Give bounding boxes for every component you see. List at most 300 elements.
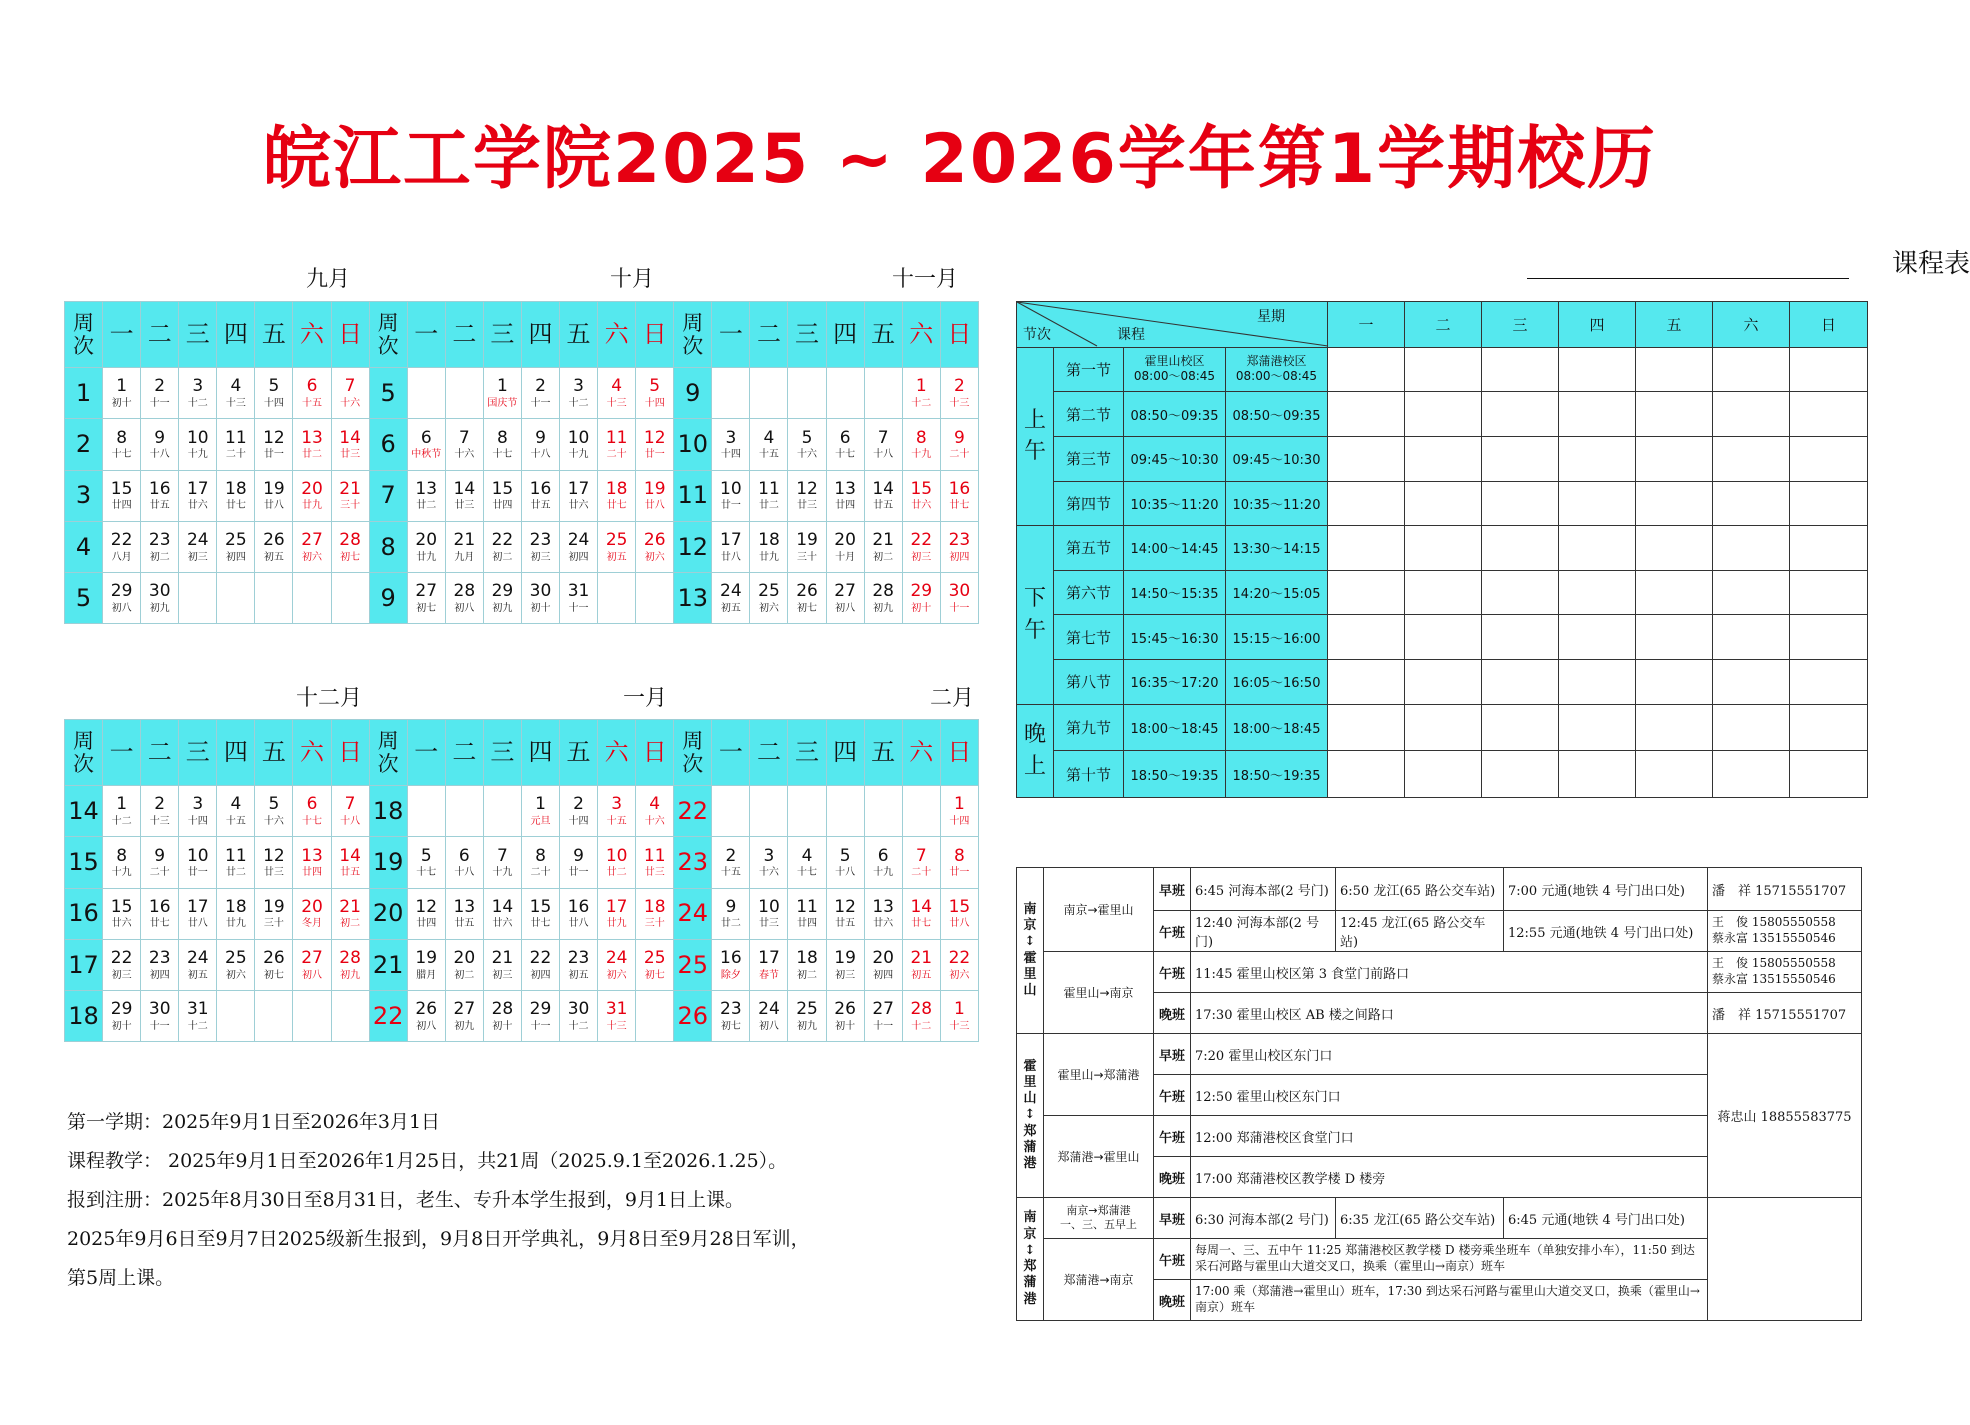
lunar-date: 初五 (187, 969, 208, 981)
day-number: 8 (496, 427, 508, 448)
lunar-date: 廿一 (568, 867, 589, 879)
lunar-date: 廿九 (302, 500, 322, 512)
day-cell (598, 368, 636, 419)
week-number: 12 (674, 521, 712, 572)
course-slot[interactable] (1559, 704, 1636, 751)
course-slot[interactable] (1713, 660, 1790, 705)
stop-time: 12:45 龙江(65 路公交车站) (1336, 911, 1504, 952)
period-time: 18:50～19:35 (1124, 751, 1226, 798)
day-number: 19 (643, 478, 666, 499)
stop-time: 6:45 元通(地铁 4 号门出口处) (1504, 1198, 1708, 1239)
day-number: 18 (225, 478, 247, 499)
lunar-date: 十五 (302, 398, 322, 410)
day-number: 1 (116, 794, 128, 815)
empty-day (864, 786, 902, 837)
day-cell (750, 837, 788, 888)
lunar-date: 初六 (758, 602, 779, 614)
day-number: 4 (801, 845, 813, 866)
course-slot[interactable] (1482, 392, 1559, 437)
course-slot[interactable] (1405, 704, 1482, 751)
day-cell (103, 786, 141, 837)
period-time: 15:15～16:00 (1226, 615, 1328, 660)
lunar-date: 初五 (568, 969, 589, 981)
day-number: 12 (796, 478, 818, 499)
corner-period-label: 节次 (1023, 327, 1051, 344)
weekday-header: 二 (141, 720, 179, 786)
day-cell (293, 888, 331, 939)
day-number: 24 (186, 947, 209, 968)
lunar-date: 初三 (492, 969, 513, 981)
day-number: 14 (453, 478, 476, 499)
day-cell (598, 990, 636, 1041)
day-cell (750, 939, 788, 990)
course-slot[interactable] (1482, 660, 1559, 705)
lunar-date: 十七 (797, 867, 818, 879)
course-slot[interactable] (1482, 615, 1559, 660)
lunar-date: 初四 (225, 551, 246, 563)
lunar-date: 廿四 (835, 500, 856, 512)
day-number: 9 (953, 427, 965, 448)
day-cell (902, 470, 940, 521)
day-cell (826, 939, 864, 990)
weekday-header: 一 (1328, 302, 1405, 348)
lunar-date: 初二 (873, 551, 894, 563)
lunar-date: 十六 (454, 449, 475, 461)
course-slot[interactable] (1636, 347, 1713, 392)
day-cell (598, 888, 636, 939)
day-cell (445, 419, 483, 470)
course-slot[interactable] (1328, 751, 1405, 798)
day-number: 22 (529, 947, 552, 968)
day-number: 30 (567, 999, 590, 1020)
course-slot[interactable] (1405, 660, 1482, 705)
course-slot[interactable] (1636, 481, 1713, 526)
lunar-date: 十四 (187, 816, 208, 828)
stop-time: 11:45 霍里山校区第 3 食堂门前路口 (1191, 952, 1708, 993)
day-cell (255, 419, 293, 470)
calendar-table-sep-nov (64, 301, 979, 624)
lunar-date: 廿七 (530, 918, 551, 930)
course-slot[interactable] (1482, 347, 1559, 392)
day-cell (864, 470, 902, 521)
period-time: 16:05～16:50 (1226, 660, 1328, 705)
day-number: 3 (611, 794, 623, 815)
course-slot[interactable] (1559, 570, 1636, 615)
day-number: 28 (339, 947, 361, 968)
course-slot[interactable] (1559, 481, 1636, 526)
day-cell (255, 939, 293, 990)
course-slot[interactable] (1636, 751, 1713, 798)
course-slot[interactable] (1328, 526, 1405, 571)
day-number: 29 (529, 999, 552, 1020)
day-cell (826, 572, 864, 623)
day-cell (826, 470, 864, 521)
day-cell (103, 837, 141, 888)
day-number: 19 (263, 478, 285, 499)
course-slot[interactable] (1790, 615, 1868, 660)
course-slot[interactable] (1328, 615, 1405, 660)
day-number: 29 (910, 581, 933, 602)
lunar-date: 三十 (644, 918, 665, 930)
day-number: 21 (910, 947, 933, 968)
month-label: 十二月 (296, 686, 363, 711)
day-cell (331, 470, 369, 521)
course-slot[interactable] (1482, 704, 1559, 751)
course-slot[interactable] (1790, 751, 1868, 798)
course-slot[interactable] (1405, 570, 1482, 615)
day-number: 6 (420, 427, 432, 448)
course-slot[interactable] (1559, 660, 1636, 705)
day-number: 3 (725, 427, 737, 448)
empty-day (255, 572, 293, 623)
day-cell (179, 888, 217, 939)
course-slot[interactable] (1405, 615, 1482, 660)
day-number: 4 (230, 376, 242, 397)
week-number-header: 周 次 (674, 720, 712, 786)
course-slot[interactable] (1636, 615, 1713, 660)
course-slot[interactable] (1559, 392, 1636, 437)
lunar-date: 十三 (606, 1020, 627, 1032)
lunar-date: 初七 (416, 602, 437, 614)
lunar-date: 十八 (340, 816, 361, 828)
lunar-date: 十四 (644, 398, 665, 410)
day-cell (483, 888, 521, 939)
stop-time: 每周一、三、五中午 11:25 郑蒲港校区教学楼 D 楼旁乘坐班车（单独安排小车），11:50 到达采石河路与霍里山大道交叉口，换乘（霍里山→南京）班车 (1191, 1239, 1708, 1280)
course-slot[interactable] (1482, 751, 1559, 798)
course-slot[interactable] (1636, 570, 1713, 615)
day-cell (141, 470, 179, 521)
lunar-date: 廿五 (149, 500, 170, 512)
week-number: 15 (65, 837, 103, 888)
day-number: 12 (643, 427, 666, 448)
period-time: 09:45～10:30 (1124, 436, 1226, 481)
lunar-date: 十四 (720, 449, 741, 461)
lunar-date: 廿二 (758, 500, 779, 512)
day-number: 3 (192, 376, 204, 397)
day-cell (103, 470, 141, 521)
day-cell (750, 888, 788, 939)
day-number: 9 (154, 427, 166, 448)
period-time: 18:00～18:45 (1226, 704, 1328, 751)
day-cell (141, 521, 179, 572)
lunar-date: 初九 (340, 969, 361, 981)
day-cell (217, 368, 255, 419)
empty-day (445, 786, 483, 837)
weekday-header: 三 (483, 302, 521, 368)
lunar-date: 廿八 (720, 551, 741, 563)
day-cell (103, 419, 141, 470)
period-label: 第三节 (1054, 436, 1124, 481)
day-cell (598, 939, 636, 990)
lunar-date: 初八 (454, 602, 475, 614)
course-slot[interactable] (1559, 615, 1636, 660)
day-cell (217, 419, 255, 470)
lunar-date: 廿九 (606, 918, 627, 930)
stop-time: 12:40 河海本部(2 号门) (1191, 911, 1336, 952)
weekday-header: 日 (636, 302, 674, 368)
day-cell (255, 786, 293, 837)
day-number: 5 (268, 376, 280, 397)
course-slot[interactable] (1790, 526, 1868, 571)
day-cell (598, 786, 636, 837)
course-slot[interactable] (1713, 392, 1790, 437)
stop-time: 17:30 霍里山校区 AB 楼之间路口 (1191, 993, 1708, 1034)
day-cell (217, 521, 255, 572)
course-slot[interactable] (1328, 704, 1405, 751)
stop-time: 12:00 郑蒲港校区食堂门口 (1191, 1116, 1708, 1157)
day-number: 19 (834, 947, 856, 968)
day-cell (483, 572, 521, 623)
day-number: 31 (186, 999, 209, 1020)
course-slot[interactable] (1328, 436, 1405, 481)
course-slot[interactable] (1559, 526, 1636, 571)
week-number: 26 (674, 990, 712, 1041)
day-number: 3 (763, 845, 775, 866)
period-time: 13:30～14:15 (1226, 526, 1328, 571)
day-cell (712, 837, 750, 888)
day-number: 21 (872, 529, 894, 550)
lunar-date: 十八 (873, 449, 894, 461)
course-slot[interactable] (1790, 392, 1868, 437)
lunar-date: 初十 (835, 1020, 856, 1032)
empty-day (636, 990, 674, 1041)
lunar-date: 春节 (758, 969, 779, 981)
day-number: 22 (948, 947, 971, 968)
course-slot[interactable] (1636, 392, 1713, 437)
lunar-date: 廿三 (454, 500, 475, 512)
day-number: 2 (953, 376, 965, 397)
day-number: 17 (567, 478, 590, 499)
lunar-date: 三十 (797, 551, 818, 563)
lunar-date: 十七 (416, 867, 437, 879)
day-number: 26 (415, 999, 438, 1020)
lunar-date: 廿五 (530, 500, 551, 512)
day-cell (560, 419, 598, 470)
day-cell (940, 990, 978, 1041)
day-number: 1 (116, 376, 128, 397)
lunar-date: 十九 (873, 867, 894, 879)
course-slot[interactable] (1482, 526, 1559, 571)
day-number: 26 (796, 581, 818, 602)
day-cell (902, 939, 940, 990)
lunar-date: 初八 (111, 602, 132, 614)
lunar-date: 十一 (149, 398, 170, 410)
day-number: 12 (263, 845, 285, 866)
course-slot[interactable] (1328, 347, 1405, 392)
course-slot[interactable] (1713, 347, 1790, 392)
lunar-date: 初九 (797, 1020, 818, 1032)
course-slot[interactable] (1482, 436, 1559, 481)
day-number: 7 (458, 427, 470, 448)
day-number: 15 (910, 478, 933, 499)
course-slot[interactable] (1482, 570, 1559, 615)
lunar-date: 廿六 (911, 500, 932, 512)
day-number: 21 (339, 896, 361, 917)
lunar-date: 初二 (492, 551, 513, 563)
course-slot[interactable] (1790, 347, 1868, 392)
day-number: 3 (573, 376, 584, 397)
course-slot[interactable] (1790, 436, 1868, 481)
course-slot[interactable] (1328, 392, 1405, 437)
course-slot[interactable] (1405, 751, 1482, 798)
lunar-date: 廿七 (149, 918, 170, 930)
day-cell (750, 419, 788, 470)
lunar-date: 十八 (149, 449, 170, 461)
day-cell (445, 990, 483, 1041)
shift-label: 早班 (1154, 868, 1191, 911)
period-label: 第二节 (1054, 392, 1124, 437)
day-number: 25 (225, 529, 247, 550)
campus-time (1124, 347, 1226, 392)
course-slot[interactable] (1636, 704, 1713, 751)
weekday-header: 六 (902, 720, 940, 786)
lunar-date: 初二 (797, 969, 818, 981)
day-number: 6 (458, 845, 470, 866)
day-number: 22 (110, 947, 133, 968)
day-number: 16 (720, 947, 742, 968)
course-slot[interactable] (1328, 481, 1405, 526)
weekday-header: 一 (712, 302, 750, 368)
day-cell (864, 888, 902, 939)
day-cell (293, 786, 331, 837)
day-number: 6 (306, 376, 318, 397)
week-number: 10 (674, 419, 712, 470)
course-slot[interactable] (1559, 436, 1636, 481)
day-number: 23 (948, 529, 971, 550)
month-label: 一月 (623, 686, 668, 711)
campus-name: 郑蒲港校区 (1246, 353, 1307, 368)
day-cell (521, 521, 559, 572)
day-cell (407, 939, 445, 990)
day-number: 9 (573, 845, 584, 866)
empty-day (483, 786, 521, 837)
day-segment-label: 下 午 (1017, 526, 1054, 705)
day-cell (217, 888, 255, 939)
note-line: 第5周上课。 (67, 1267, 175, 1289)
lunar-date: 初八 (302, 969, 322, 981)
day-number: 15 (491, 478, 514, 499)
lunar-date: 十九 (111, 867, 132, 879)
lunar-date: 十九 (492, 867, 513, 879)
day-cell (750, 990, 788, 1041)
day-cell (331, 837, 369, 888)
day-number: 14 (910, 896, 933, 917)
week-number: 22 (369, 990, 407, 1041)
day-number: 17 (720, 529, 742, 550)
course-slot[interactable] (1405, 481, 1482, 526)
course-slot[interactable] (1405, 436, 1482, 481)
day-cell (864, 419, 902, 470)
course-slot[interactable] (1636, 660, 1713, 705)
day-number: 7 (496, 845, 508, 866)
week-number-header: 周 次 (369, 720, 407, 786)
course-slot[interactable] (1713, 526, 1790, 571)
lunar-date: 廿三 (263, 867, 284, 879)
lunar-date: 廿九 (758, 551, 779, 563)
course-slot[interactable] (1713, 481, 1790, 526)
course-slot[interactable] (1636, 436, 1713, 481)
day-cell (445, 470, 483, 521)
lunar-date: 十四 (263, 398, 284, 410)
course-slot[interactable] (1713, 436, 1790, 481)
day-number: 14 (339, 845, 361, 866)
lunar-date: 十三 (949, 398, 970, 410)
lunar-date: 二十 (225, 449, 246, 461)
weekday-header: 三 (179, 720, 217, 786)
course-slot[interactable] (1328, 570, 1405, 615)
weekday-header: 六 (598, 302, 636, 368)
course-slot[interactable] (1713, 570, 1790, 615)
day-number: 27 (301, 947, 323, 968)
course-slot[interactable] (1713, 704, 1790, 751)
day-number: 17 (186, 896, 209, 917)
lunar-date: 十一 (530, 1020, 551, 1032)
lunar-date: 廿二 (225, 867, 246, 879)
day-number: 24 (720, 581, 742, 602)
day-number: 5 (268, 794, 280, 815)
lunar-date: 十六 (263, 816, 284, 828)
lunar-date: 十二 (911, 398, 932, 410)
course-slot[interactable] (1559, 751, 1636, 798)
schedule-title: 课程表 (1891, 249, 1970, 279)
day-cell (141, 837, 179, 888)
day-number: 24 (758, 999, 780, 1020)
course-slot[interactable] (1405, 392, 1482, 437)
empty-day (407, 368, 445, 419)
course-slot[interactable] (1328, 660, 1405, 705)
day-cell (788, 419, 826, 470)
day-cell (788, 470, 826, 521)
day-cell (293, 939, 331, 990)
empty-day (217, 990, 255, 1041)
lunar-date: 十四 (949, 816, 970, 828)
day-cell (864, 837, 902, 888)
lunar-date: 廿五 (873, 500, 894, 512)
lunar-date: 十七 (492, 449, 513, 461)
day-number: 11 (643, 845, 666, 866)
course-slot[interactable] (1713, 615, 1790, 660)
course-slot[interactable] (1405, 347, 1482, 392)
lunar-date: 廿一 (263, 449, 284, 461)
course-slot[interactable] (1713, 751, 1790, 798)
day-cell (103, 521, 141, 572)
day-number: 7 (877, 427, 889, 448)
day-number: 9 (535, 427, 546, 448)
empty-day (331, 572, 369, 623)
day-cell (179, 470, 217, 521)
day-number: 19 (263, 896, 285, 917)
course-slot[interactable] (1482, 481, 1559, 526)
lunar-date: 初七 (797, 602, 818, 614)
day-number: 19 (796, 529, 818, 550)
course-slot[interactable] (1790, 660, 1868, 705)
day-cell (103, 888, 141, 939)
lunar-date: 十七 (111, 449, 132, 461)
course-slot[interactable] (1636, 526, 1713, 571)
course-slot[interactable] (1790, 481, 1868, 526)
day-number: 16 (148, 896, 171, 917)
day-cell (940, 470, 978, 521)
course-slot[interactable] (1405, 526, 1482, 571)
day-cell (179, 521, 217, 572)
weekday-header: 二 (445, 720, 483, 786)
course-slot[interactable] (1790, 704, 1868, 751)
day-number: 29 (110, 581, 133, 602)
course-slot[interactable] (1790, 570, 1868, 615)
period-time: 18:50～19:35 (1226, 751, 1328, 798)
day-number: 29 (491, 581, 514, 602)
course-slot[interactable] (1559, 347, 1636, 392)
